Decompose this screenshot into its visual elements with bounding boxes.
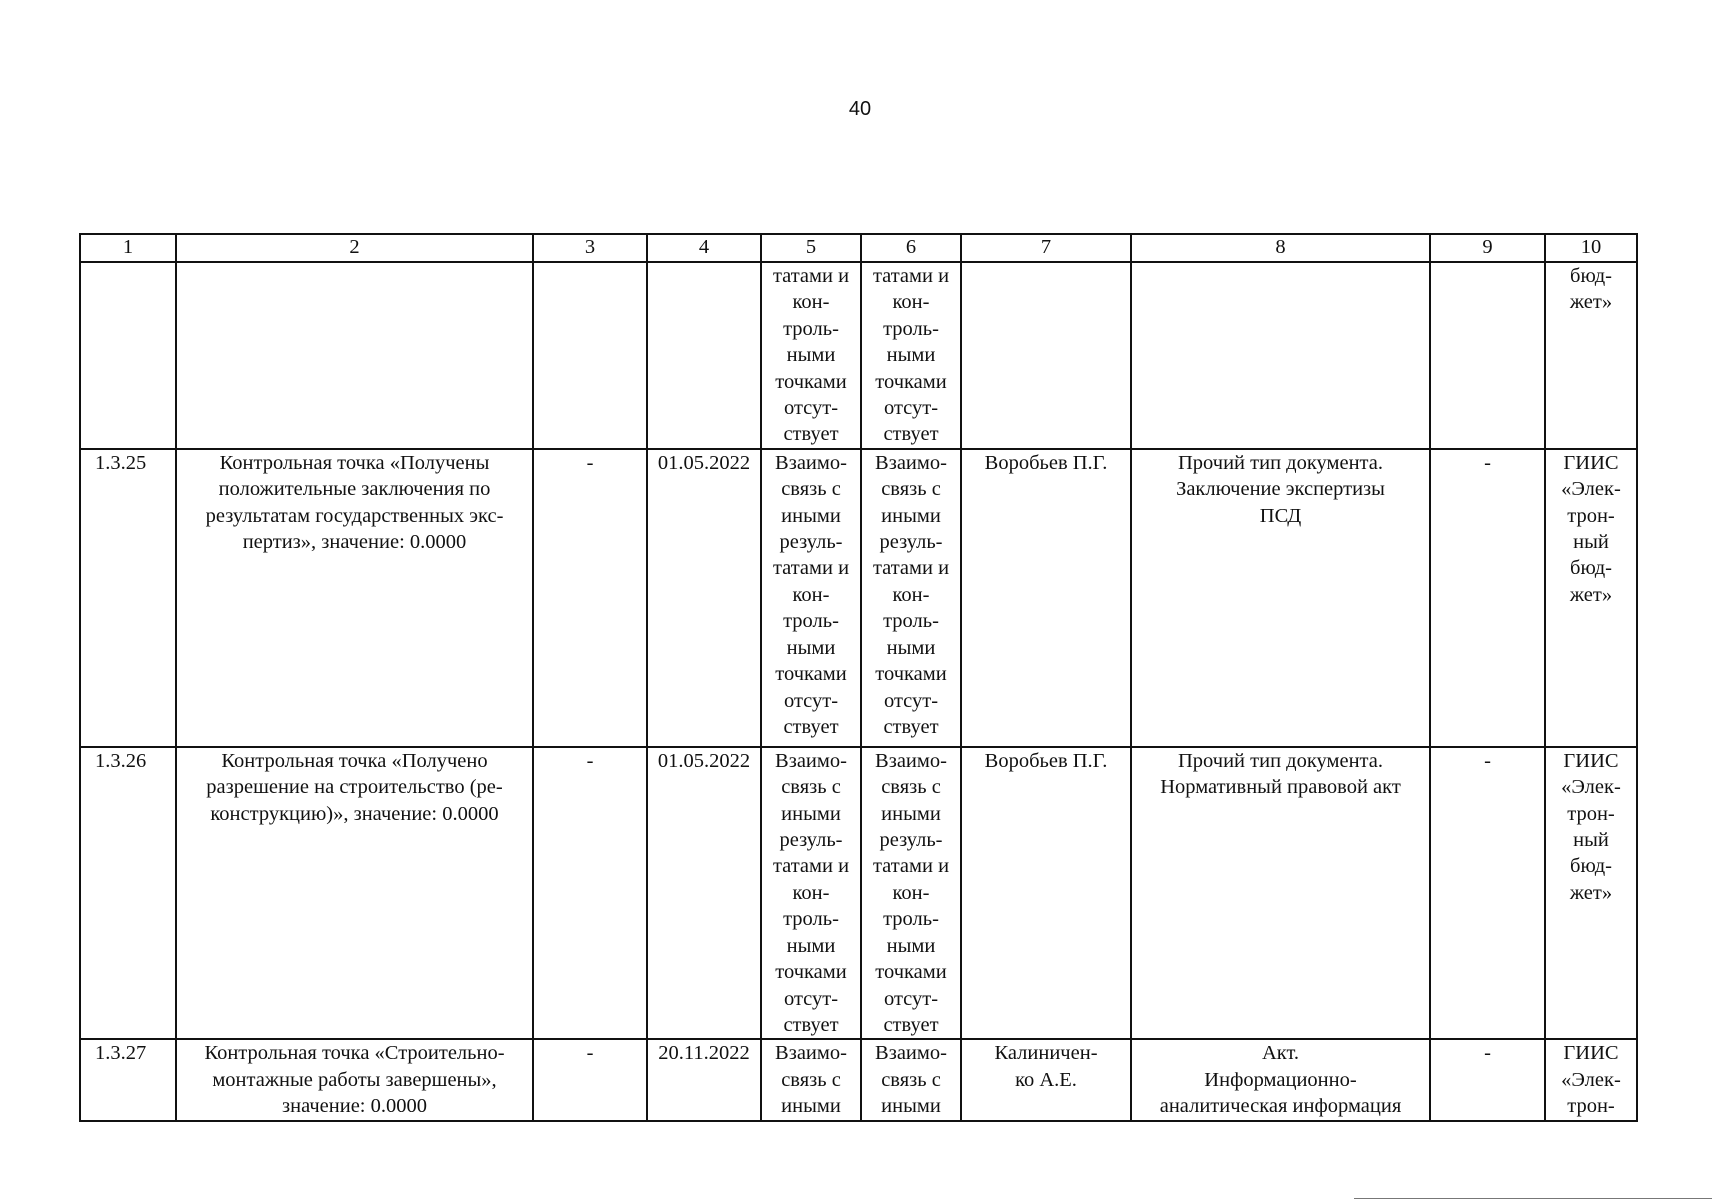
responsible-cell (961, 262, 1131, 449)
row-number-cell (80, 262, 176, 449)
row-number-cell: 1.3.25 (80, 449, 176, 747)
date-cell: 01.05.2022 (647, 747, 761, 1039)
cell-col9: - (1430, 1039, 1545, 1120)
column-header: 3 (533, 234, 647, 262)
system-cell: ГИИС «Элек- трон- (1545, 1039, 1637, 1120)
description-cell: Контрольная точка «Строительно- монтажные работы завершены», значение: 0.0000 (176, 1039, 533, 1120)
cell-col3: - (533, 449, 647, 747)
description-cell: Контрольная точка «Получено разрешение на строительство (ре- конструкцию)», значение: 0.0000 (176, 747, 533, 1039)
column-header: 2 (176, 234, 533, 262)
system-cell: ГИИС «Элек- трон- ный бюд- жет» (1545, 747, 1637, 1039)
column-header: 7 (961, 234, 1131, 262)
relation-cell: Взаимо- связь с иными резуль- татами и кон- троль- ными точками отсут- ствует (861, 449, 961, 747)
column-header: 6 (861, 234, 961, 262)
date-cell: 01.05.2022 (647, 449, 761, 747)
document-type-cell (1131, 262, 1430, 449)
column-header: 5 (761, 234, 861, 262)
description-cell: Контрольная точка «Получены положительные заключения по результатам государственных экс- пертиз», значение: 0.0000 (176, 449, 533, 747)
relation-cell: Взаимо- связь с иными (761, 1039, 861, 1120)
document-type-cell: Прочий тип документа. Нормативный правовой акт (1131, 747, 1430, 1039)
scan-edge-line (1354, 1198, 1712, 1199)
relation-cell: татами и кон- троль- ными точками отсут- ствует (761, 262, 861, 449)
relation-cell: Взаимо- связь с иными резуль- татами и кон- троль- ными точками отсут- ствует (761, 747, 861, 1039)
table-row (80, 449, 1637, 747)
table-row (80, 747, 1637, 1039)
column-header: 4 (647, 234, 761, 262)
column-header: 10 (1545, 234, 1637, 262)
relation-cell: татами и кон- троль- ными точками отсут- ствует (861, 262, 961, 449)
column-header: 9 (1430, 234, 1545, 262)
cell-col3: - (533, 747, 647, 1039)
table-header-row (80, 234, 1637, 262)
date-cell: 20.11.2022 (647, 1039, 761, 1120)
document-type-cell: Прочий тип документа. Заключение экспертизы ПСД (1131, 449, 1430, 747)
row-number-cell: 1.3.27 (80, 1039, 176, 1120)
document-table (79, 233, 1638, 1122)
system-cell: бюд- жет» (1545, 262, 1637, 449)
description-cell (176, 262, 533, 449)
page-number: 40 (848, 98, 872, 120)
responsible-cell: Калиничен- ко А.Е. (961, 1039, 1131, 1120)
cell-col9: - (1430, 747, 1545, 1039)
column-header: 1 (80, 234, 176, 262)
row-number-cell: 1.3.26 (80, 747, 176, 1039)
relation-cell: Взаимо- связь с иными резуль- татами и кон- троль- ными точками отсут- ствует (861, 747, 961, 1039)
cell-col3: - (533, 1039, 647, 1120)
relation-cell: Взаимо- связь с иными (861, 1039, 961, 1120)
cell-col3 (533, 262, 647, 449)
system-cell: ГИИС «Элек- трон- ный бюд- жет» (1545, 449, 1637, 747)
date-cell (647, 262, 761, 449)
cell-col9 (1430, 262, 1545, 449)
responsible-cell: Воробьев П.Г. (961, 449, 1131, 747)
responsible-cell: Воробьев П.Г. (961, 747, 1131, 1039)
table-row (80, 1039, 1637, 1120)
cell-col9: - (1430, 449, 1545, 747)
relation-cell: Взаимо- связь с иными резуль- татами и кон- троль- ными точками отсут- ствует (761, 449, 861, 747)
column-header: 8 (1131, 234, 1430, 262)
document-type-cell: Акт. Информационно- аналитическая информация (1131, 1039, 1430, 1120)
table-row (80, 262, 1637, 449)
